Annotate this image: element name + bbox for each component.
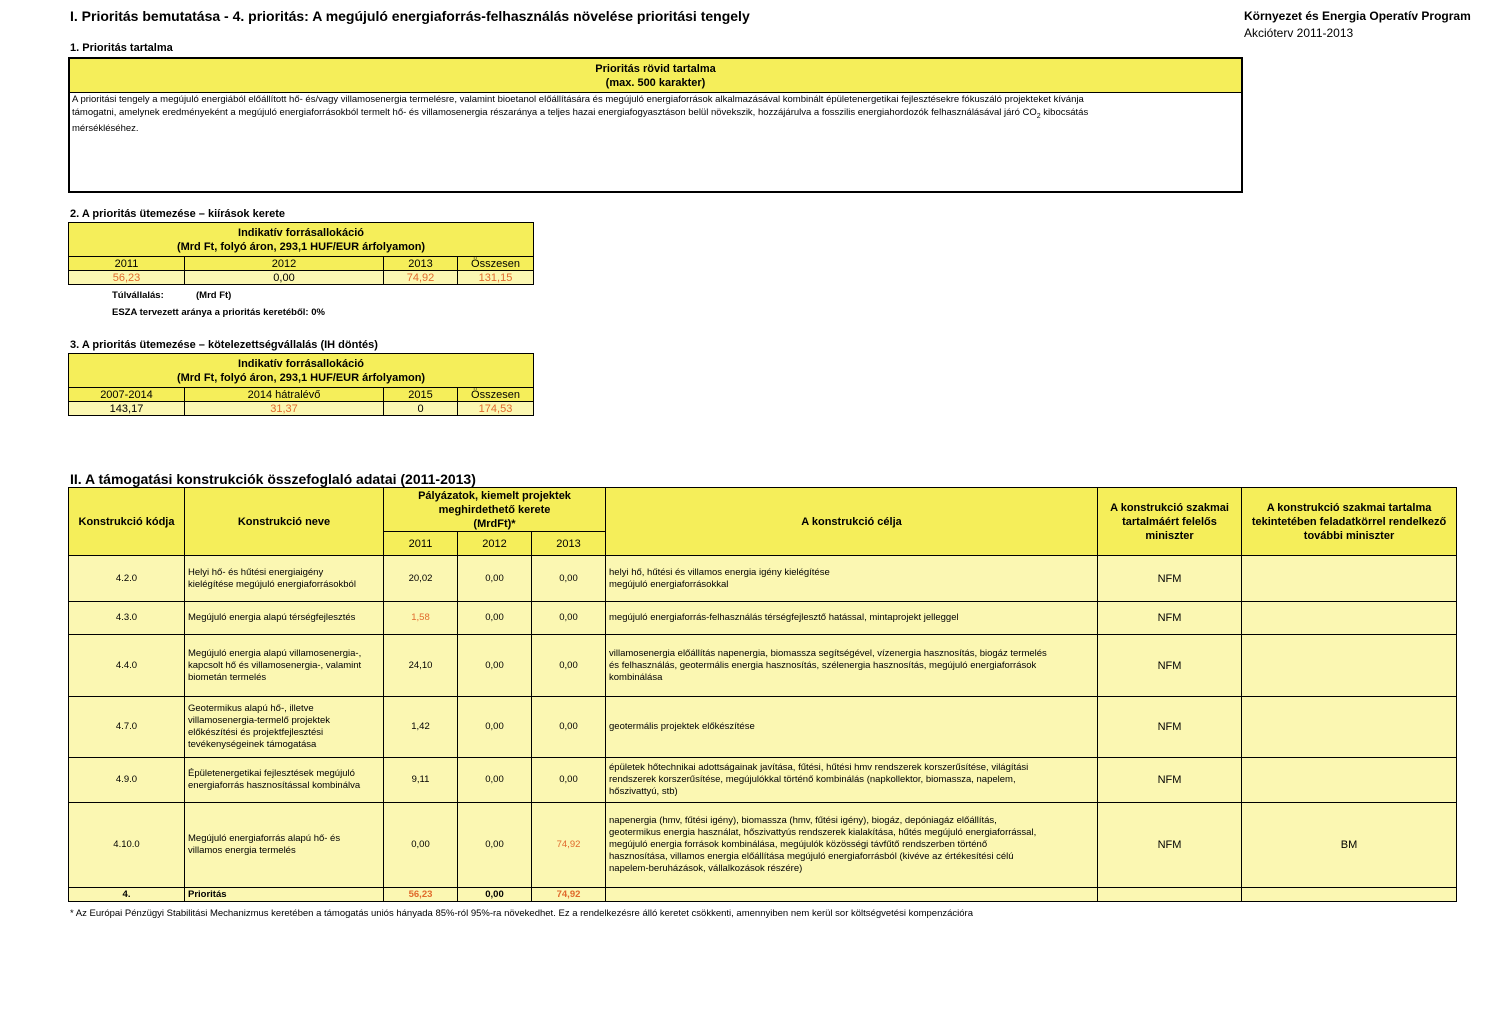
total-minister [1098,888,1242,902]
cell-code: 4.3.0 [69,602,185,635]
val-2013: 74,92 [384,271,458,285]
cell-v2012: 0,00 [458,556,532,602]
val-2011: 56,23 [69,271,185,285]
plan-name: Akcióterv 2011-2013 [1244,26,1354,40]
cell-other [1242,602,1457,635]
val-total-2: 174,53 [458,402,534,416]
col-total-2: Összesen [458,388,534,402]
content-line-3: mérsékléséhez. [72,122,139,134]
col-2007-2014: 2007-2014 [69,388,185,402]
cell-v2011: 9,11 [384,758,458,803]
cell-goal: helyi hő, hűtési és villamos energia igény kielégítése megújuló energiaforrásokkal [606,556,1098,602]
cell-goal: megújuló energiaforrás-felhasználás térségfejlesztő hatással, mintaprojekt jelleggel [606,602,1098,635]
header-goal: A konstrukció célja [606,488,1098,556]
total-2012: 0,00 [458,888,532,902]
priority-content-text [70,93,1241,136]
cell-v2012: 0,00 [458,803,532,888]
cell-name: Megújuló energia alapú villamosenergia-, kapcsolt hő és villamosenergia-, valamint biometán termelés [185,635,384,697]
cell-v2011: 1,58 [384,602,458,635]
cell-goal: épületek hőtechnikai adottságainak javítása, fűtési, hűtési hmv rendszerek korszerűsítése, világítási rendszerek korszerűsítése, megújulókkal történő kombinálás (napkollektor, biomassza, napelem, hőszivattyú, stb) [606,758,1098,803]
footnote: * Az Európai Pénzügyi Stabilitási Mechanizmus keretében a támogatás uniós hányada 85%-ról 95%-ra növekedhet. Ez a rendelkezésre álló keretet csökkenti, amennyiben nem kerül sor költségvetési kompenzációra [70,908,973,919]
table-row [69,635,1457,697]
box-title-line-2: (max. 500 karakter) [605,77,706,89]
section-1-heading: 1. Prioritás tartalma [70,42,173,54]
header-name: Konstrukció neve [185,488,384,556]
col-2015: 2015 [384,388,458,402]
total-2011: 56,23 [384,888,458,902]
program-name: Környezet és Energia Operatív Program [1244,9,1471,23]
cell-v2013: 0,00 [532,556,606,602]
col-2013: 2013 [384,257,458,271]
col-2012: 2012 [185,257,384,271]
val-2007-2014: 143,17 [69,402,185,416]
cell-code: 4.9.0 [69,758,185,803]
alloc-title-2: Indikatív forrásallokáció (Mrd Ft, folyó áron, 293,1 HUF/EUR árfolyamon) [69,354,534,388]
priority-content-box [68,57,1243,193]
cell-other [1242,758,1457,803]
cell-v2013: 0,00 [532,602,606,635]
val-2012: 0,00 [185,271,384,285]
col-2011: 2011 [69,257,185,271]
header-year-2013: 2013 [532,532,606,556]
header-frame: Pályázatok, kiemelt projektek meghirdethető kerete (MrdFt)* [384,488,606,532]
cell-min: NFM [1098,556,1242,602]
total-other [1242,888,1457,902]
allocation-table-2 [68,353,534,416]
cell-other [1242,556,1457,602]
header-code: Konstrukció kódja [69,488,185,556]
val-2015: 0 [384,402,458,416]
cell-v2011: 20,02 [384,556,458,602]
cell-v2013: 0,00 [532,697,606,758]
table-row [69,758,1457,803]
over-unit: (Mrd Ft) [196,290,232,301]
val-2014-remaining: 31,37 [185,402,384,416]
cell-code: 4.7.0 [69,697,185,758]
header-minister: A konstrukció szakmai tartalmáért felelős miniszter [1098,488,1242,556]
allocation-table-1 [68,222,534,285]
cell-name: Épületenergetikai fejlesztések megújuló energiaforrás hasznosítással kombinálva [185,758,384,803]
cell-goal: napenergia (hmv, fűtési igény), biomassza (hmv, fűtési igény), biogáz, depóniagáz előállítás, geotermikus energia használat, hőszivattyús rendszerek kialakítása, hűtés megújuló energiaforrással, megújuló energia források kombinálása, megújulók közösségi távfűtő rendszerben történő hasznosítása, villamos energia előállítása megújuló energiaforrásból (kivéve az értékesítési célú napelem-beruházások, vállalkozások részére) [606,803,1098,888]
header-year-2012: 2012 [458,532,532,556]
cell-v2012: 0,00 [458,697,532,758]
cell-v2013: 0,00 [532,758,606,803]
total-code: 4. [69,888,185,902]
cell-min: NFM [1098,602,1242,635]
header-year-2011: 2011 [384,532,458,556]
cell-min: NFM [1098,803,1242,888]
cell-code: 4.10.0 [69,803,185,888]
over-label: Túlvállalás: [112,290,164,301]
total-goal [606,888,1098,902]
content-line-2: támogatni, amelynek eredményeként a megújuló energiaforrásokból termelt hő- és villamosenergia részaránya a teljes hazai energiafogyasztáson belül növekszik, hozzájárulva a fosszilis energiahordozók felhasználásával járó $CO_2$ kibocsátás [72,106,1089,120]
cell-code: 4.4.0 [69,635,185,697]
col-total: Összesen [458,257,534,271]
cell-code: 4.2.0 [69,556,185,602]
cell-v2012: 0,00 [458,635,532,697]
col-2014-remaining: 2014 hátralévő [185,388,384,402]
cell-v2011: 24,10 [384,635,458,697]
cell-name: Megújuló energiaforrás alapú hő- és villamos energia termelés [185,803,384,888]
section-ii-heading: II. A támogatási konstrukciók összefoglaló adatai (2011-2013) [70,471,476,487]
total-2013: 74,92 [532,888,606,902]
section-3-heading: 3. A prioritás ütemezése – kötelezettségvállalás (IH döntés) [70,339,378,351]
alloc-title: Indikatív forrásallokáció (Mrd Ft, folyó áron, 293,1 HUF/EUR árfolyamon) [69,223,534,257]
val-total: 131,15 [458,271,534,285]
cell-name: Helyi hő- és hűtési energiaigény kielégítése megújuló energiaforrásokból [185,556,384,602]
box-title-line-1: Prioritás rövid tartalma [595,63,716,75]
section-2-heading: 2. A prioritás ütemezése – kiírások kerete [70,208,286,220]
cell-name: Megújuló energia alapú térségfejlesztés [185,602,384,635]
cell-v2011: 0,00 [384,803,458,888]
total-name: Prioritás [185,888,384,902]
cell-other [1242,697,1457,758]
page-title: I. Prioritás bemutatása - 4. prioritás: A megújuló energiaforrás-felhasználás növelése prioritási tengely [70,8,750,24]
table-row [69,803,1457,888]
cell-min: NFM [1098,697,1242,758]
cell-min: NFM [1098,758,1242,803]
cell-other: BM [1242,803,1457,888]
cell-v2012: 0,00 [458,602,532,635]
table-row [69,697,1457,758]
cell-v2013: 74,92 [532,803,606,888]
cell-min: NFM [1098,635,1242,697]
cell-goal: geotermális projektek előkészítése [606,697,1098,758]
header-other-minister: A konstrukció szakmai tartalma tekintetében feladatkörrel rendelkező további miniszter [1242,488,1457,556]
content-line-1: A prioritási tengely a megújuló energiából előállított hő- és/vagy villamosenergia termelésre, valamint bioetanol előállítására és megújuló energiaforrások alkalmazásával kombinált épületenergetikai fejlesztésekre fókuszáló projekteket kívánja [72,94,1084,105]
cell-v2013: 0,00 [532,635,606,697]
cell-goal: villamosenergia előállítás napenergia, biomassza segítségével, vízenergia hasznosítás, biogáz termelés és felhasználás, geotermális energia hasznosítás, szélenergia hasznosítás, megújuló energiaforrások kombinálása [606,635,1098,697]
constructions-table [68,487,1457,902]
priority-content-title [70,59,1241,93]
cell-v2011: 1,42 [384,697,458,758]
cell-other [1242,635,1457,697]
cell-name: Geotermikus alapú hő-, illetve villamosenergia-termelő projektek előkészítési és projektfejlesztési tevékenységeinek támogatása [185,697,384,758]
table-row [69,556,1457,602]
cell-v2012: 0,00 [458,758,532,803]
table-row [69,602,1457,635]
esza-ratio: ESZA tervezett aránya a prioritás keretéből: 0% [112,307,325,318]
